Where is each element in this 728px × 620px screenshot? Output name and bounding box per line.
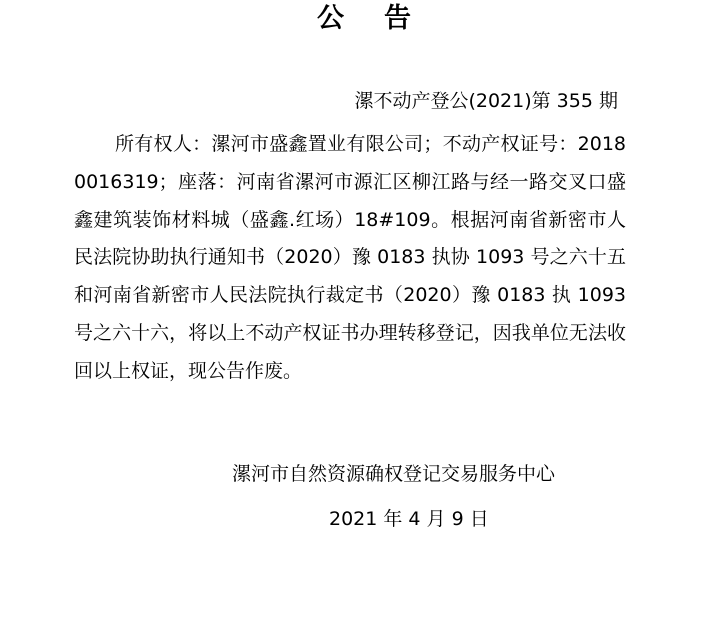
notice-body: 所有权人：漯河市盛鑫置业有限公司；不动产权证号：20180016319；座落：河南省漯河市源汇区柳江路与经一路交叉口盛鑫建筑装饰材料城（盛鑫.红场）18#109。根据河南省新密市人民法院协助执行通知书（2020）豫 0183 执协 1093 号之六十五和河南省新密市人民法院执行裁定书（2020）豫 0183 执 1093 号之六十六，将以上不动产权证书办理转移登记，因我单位无法收回以上权证，现公告作废。 (74, 133, 626, 382)
document-number: 漯不动产登公(2021)第 355 期 (354, 90, 618, 112)
notice-date: 2021 年 4 月 9 日 (329, 508, 489, 530)
issuing-authority: 漯河市自然资源确权登记交易服务中心 (232, 463, 556, 485)
notice-title: 公告 (317, 3, 451, 34)
